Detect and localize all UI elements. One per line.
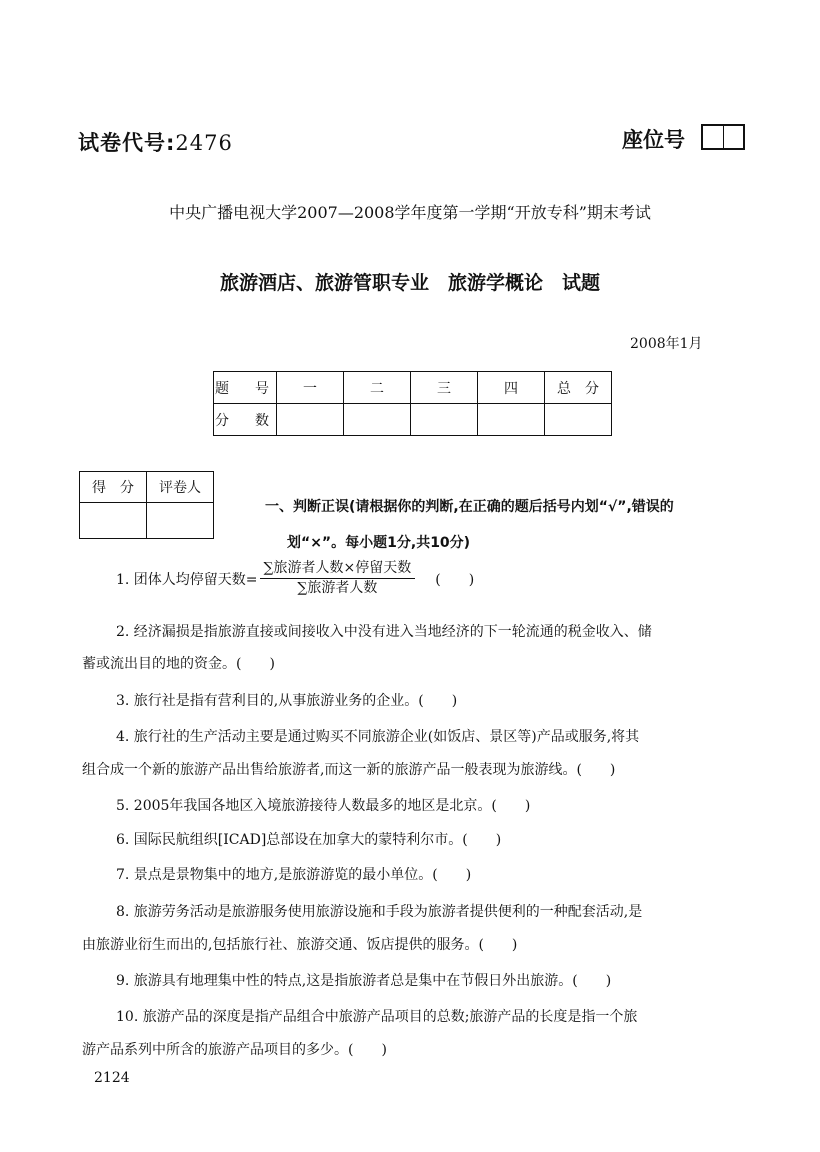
- grader-table-input-row: [80, 503, 214, 539]
- section-1-instructions: [265, 489, 755, 561]
- grader-table-cell: 得 分: [80, 472, 147, 503]
- score-input-cell[interactable]: [277, 404, 344, 436]
- question-8-line-1: 8. 旅游劳务活动是旅游服务使用旅游设施和手段为旅游者提供便利的一种配套活动,是: [116, 904, 643, 920]
- score-table-cell: 二: [344, 372, 411, 404]
- exam-date: 2008年1月: [630, 336, 703, 352]
- seat-number-label: 座位号: [622, 128, 685, 152]
- question-2-line-2: 蓄或流出目的地的资金。( ): [82, 656, 275, 672]
- question-4-line-1: 4. 旅行社的生产活动主要是通过购买不同旅游企业(如饭店、景区等)产品或服务,将其: [116, 729, 640, 745]
- formula-fraction: [260, 560, 416, 597]
- score-table-score-row: [214, 404, 612, 436]
- section-1-line-1: 一、判断正误(请根据你的判断,在正确的题后括号内划“√”,错误的: [265, 499, 674, 515]
- question-6: 6. 国际民航组织[ICAD]总部设在加拿大的蒙特利尔市。( ): [116, 832, 502, 848]
- question-2-line-1: 2. 经济漏损是指旅游直接或间接收入中没有进入当地经济的下一轮流通的税金收入、储: [116, 624, 652, 640]
- question-10-line-1: 10. 旅游产品的深度是指产品组合中旅游产品项目的总数;旅游产品的长度是指一个旅: [116, 1009, 638, 1025]
- question-5: 5. 2005年我国各地区入境旅游接待人数最多的地区是北京。( ): [116, 798, 531, 814]
- question-1-prefix: 1. 团体人均停留天数=: [116, 571, 258, 588]
- score-table-cell: 总 分: [545, 372, 612, 404]
- seat-number-box[interactable]: [701, 124, 745, 150]
- grader-table: [79, 471, 214, 539]
- question-7: 7. 景点是景物集中的地方,是旅游游览的最小单位。( ): [116, 867, 472, 883]
- question-4-line-2: 组合成一个新的旅游产品出售给旅游者,而这一新的旅游产品一般表现为旅游线。( ): [82, 762, 616, 778]
- exam-code: [78, 127, 233, 157]
- score-table-cell: 一: [277, 372, 344, 404]
- question-8-line-2: 由旅游业衍生而出的,包括旅行社、旅游交通、饭店提供的服务。( ): [82, 937, 518, 953]
- page-number: 2124: [94, 1070, 130, 1086]
- score-table-cell: 三: [411, 372, 478, 404]
- formula-denominator: ∑旅游者人数: [297, 580, 378, 596]
- grader-table-cell: 评卷人: [147, 472, 214, 503]
- score-table-cell: 题 号: [214, 372, 277, 404]
- question-3: 3. 旅行社是指有营利目的,从事旅游业务的企业。( ): [116, 693, 458, 709]
- grader-input-cell[interactable]: [147, 503, 214, 539]
- score-table: [213, 371, 612, 436]
- formula-numerator: ∑旅游者人数×停留天数: [260, 560, 416, 579]
- exam-code-number: 2476: [175, 131, 233, 155]
- score-table-header-row: [214, 372, 612, 404]
- score-input-cell[interactable]: [545, 404, 612, 436]
- exam-code-label: 试卷代号:: [78, 131, 176, 155]
- score-table-cell: 四: [478, 372, 545, 404]
- exam-subject-title: 旅游酒店、旅游管职专业 旅游学概论 试题: [219, 272, 600, 294]
- section-1-line-2: 划“×”。每小题1分,共10分): [287, 535, 471, 551]
- seat-box-cell[interactable]: [703, 126, 724, 148]
- score-input-cell[interactable]: [478, 404, 545, 436]
- grader-table-header-row: [80, 472, 214, 503]
- score-input-cell[interactable]: [344, 404, 411, 436]
- question-1: [116, 560, 474, 597]
- question-9: 9. 旅游具有地理集中性的特点,这是指旅游者总是集中在节假日外出旅游。( ): [116, 973, 612, 989]
- question-10-line-2: 游产品系列中所含的旅游产品项目的多少。( ): [82, 1042, 387, 1058]
- seat-box-cell[interactable]: [724, 126, 744, 148]
- exam-title: 中央广播电视大学2007—2008学年度第一学期“开放专科”期末考试: [169, 203, 651, 222]
- score-table-cell: 分 数: [214, 404, 277, 436]
- score-input-cell[interactable]: [411, 404, 478, 436]
- answer-parentheses[interactable]: ( ): [435, 571, 475, 588]
- grader-input-cell[interactable]: [80, 503, 147, 539]
